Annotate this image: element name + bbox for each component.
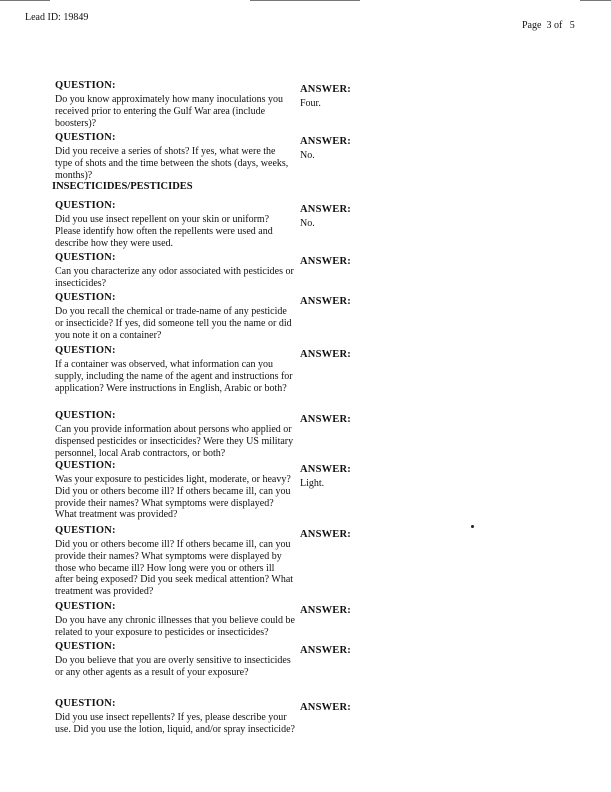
question xyxy=(55,460,295,521)
answer-label: ANSWER: xyxy=(300,136,351,147)
answer-text: No. xyxy=(300,150,315,161)
question-label: QUESTION: xyxy=(55,525,116,536)
answer xyxy=(300,464,351,489)
answer xyxy=(300,529,351,543)
answer-text: Light. xyxy=(300,478,325,489)
question-label: QUESTION: xyxy=(55,292,116,303)
question-text: If a container was observed, what information can you supply, including the name of the agent and instructions for application? Were instructions in English, Arabic or both? xyxy=(55,359,293,394)
question-text: Did you or others become ill? If others became ill, can you provide their names? What symptoms were displayed by those who became ill? How long were you or others ill after being exposed? Did you seek medical attention? What treatment was provided? xyxy=(55,539,294,598)
question-text: Do you recall the chemical or trade-name of any pesticide or insecticide? If yes, did someone tell you the name or did you note it on a container? xyxy=(55,306,292,341)
answer-text: Four. xyxy=(300,98,321,109)
question-text: Did you use insect repellent on your skin or uniform? Please identify how often the repellents were used and describe how they were used. xyxy=(55,214,273,249)
question xyxy=(55,410,295,459)
answer xyxy=(300,256,351,270)
question-text: Can you characterize any odor associated with pesticides or insecticides? xyxy=(55,266,294,289)
answer-text: No. xyxy=(300,218,315,229)
question xyxy=(55,345,295,394)
question-text: Do you believe that you are overly sensitive to insecticides or any other agents as a result of your exposure? xyxy=(55,655,291,678)
question-label: QUESTION: xyxy=(55,601,116,612)
answer-label: ANSWER: xyxy=(300,702,351,713)
question-text: Did you use insect repellents? If yes, please describe your use. Did you use the lotion, liquid, and/or spray insecticide? xyxy=(55,712,295,735)
answer xyxy=(300,349,351,363)
scan-speck xyxy=(471,525,474,528)
answer-label: ANSWER: xyxy=(300,296,351,307)
section-title: INSECTICIDES/PESTICIDES xyxy=(52,181,193,192)
question xyxy=(55,601,295,639)
answer-label: ANSWER: xyxy=(300,414,351,425)
question-label: QUESTION: xyxy=(55,460,116,471)
page-number: Page 3 of 5 xyxy=(522,20,575,31)
answer xyxy=(300,84,351,109)
question xyxy=(55,641,295,679)
answer xyxy=(300,296,351,310)
question-label: QUESTION: xyxy=(55,641,116,652)
question-text: Do you have any chronic illnesses that you believe could be related to your exposure to pesticides or insecticides? xyxy=(55,615,295,638)
answer-label: ANSWER: xyxy=(300,605,351,616)
answer xyxy=(300,414,351,428)
answer-label: ANSWER: xyxy=(300,529,351,540)
question-label: QUESTION: xyxy=(55,200,116,211)
question-text: Can you provide information about persons who applied or dispensed pesticides or insecticides? Were they US military personnel, local Arab contractors, or both? xyxy=(55,424,294,459)
question xyxy=(55,132,295,181)
answer-label: ANSWER: xyxy=(300,464,351,475)
answer-label: ANSWER: xyxy=(300,349,351,360)
answer xyxy=(300,605,351,619)
answer-label: ANSWER: xyxy=(300,645,351,656)
question-text: Was your exposure to pesticides light, moderate, or heavy? Did you or others become ill? If others became ill, can you provide their names? What symptoms were displayed? What treatment was provided? xyxy=(55,474,291,521)
answer xyxy=(300,204,351,229)
question-text: Did you receive a series of shots? If yes, what were the type of shots and the time between the shots (days, weeks, months)? xyxy=(55,146,289,181)
answer xyxy=(300,136,351,161)
answer xyxy=(300,645,351,659)
scan-rule xyxy=(580,0,611,1)
question-label: QUESTION: xyxy=(55,698,116,709)
answer-label: ANSWER: xyxy=(300,256,351,267)
question-label: QUESTION: xyxy=(55,132,116,143)
scan-rule xyxy=(0,0,50,1)
answer-label: ANSWER: xyxy=(300,84,351,95)
question xyxy=(55,292,295,341)
question-label: QUESTION: xyxy=(55,252,116,263)
scan-rule xyxy=(250,0,360,1)
question xyxy=(55,252,295,290)
lead-id: Lead ID: 19849 xyxy=(25,12,89,23)
question-text: Do you know approximately how many inoculations you received prior to entering the Gulf War area (include boosters)? xyxy=(55,94,284,129)
question xyxy=(55,200,295,249)
question xyxy=(55,525,295,598)
question-label: QUESTION: xyxy=(55,410,116,421)
question-label: QUESTION: xyxy=(55,80,116,91)
answer xyxy=(300,702,351,716)
answer-label: ANSWER: xyxy=(300,204,351,215)
question xyxy=(55,80,295,129)
question-label: QUESTION: xyxy=(55,345,116,356)
question xyxy=(55,698,295,736)
